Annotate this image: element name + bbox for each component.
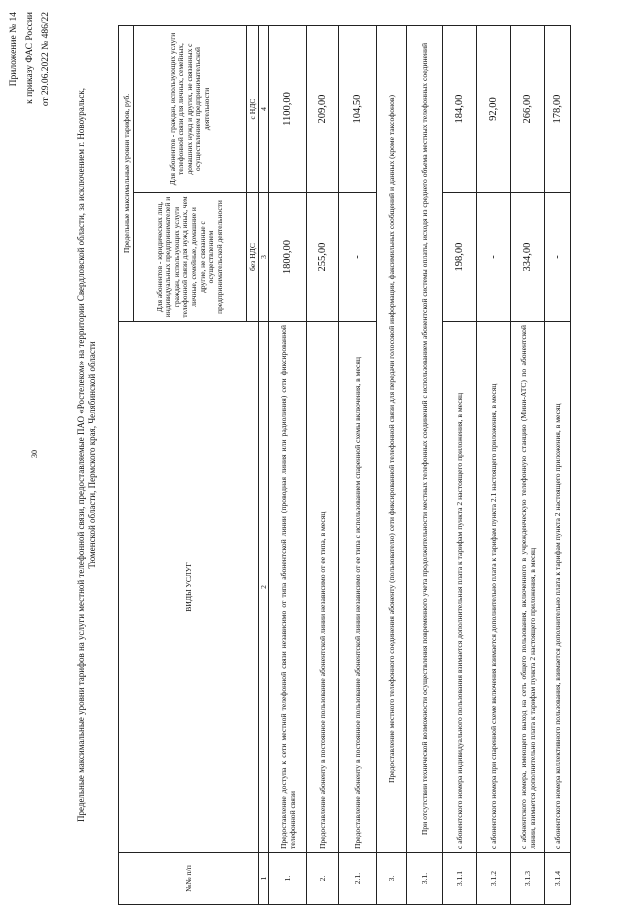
row-description: Предоставление абоненту в постоянное пользование абонентской линии независимо от ее типа с использованием спаренной схемы включения, в месяц — [339, 322, 377, 853]
row-description: с абонентского номера, имеющего выход на сеть общего пользования, включенного в учрежденческую телефонную станцию (Мини-АТС) по абонентской линии, взимается дополнительно плата к тарифам пункта 2 настоящего приложения, в месяц — [511, 322, 545, 853]
price-citizen: 266,00 — [511, 26, 545, 193]
index-cell: 3 — [259, 193, 269, 322]
row-description: Предоставление местного телефонного соединения абоненту (пользователю) сети фиксированной телефонной связи для передачи голосовой информации, факсимильных сообщений и данных (кроме таксофонов) — [377, 26, 407, 853]
price-legal: 334,00 — [511, 193, 545, 322]
row-description: Предоставление абоненту в постоянное пользование абонентской линии независимо от ее типа, в месяц — [307, 322, 339, 853]
table-row — [407, 26, 443, 905]
table-header-row — [119, 26, 134, 905]
index-cell: 4 — [259, 26, 269, 193]
index-row — [259, 26, 269, 905]
header-services: ВИДЫ УСЛУГ — [119, 322, 259, 853]
row-number: 3.1. — [407, 853, 443, 905]
row-number: 2. — [307, 853, 339, 905]
price-legal: 255,00 — [307, 193, 339, 322]
table-row — [269, 26, 307, 905]
index-cell: 2 — [259, 322, 269, 853]
header-with-vat: с НДС — [247, 26, 259, 193]
header-prices: Предельные максимальные уровни тарифов, руб. — [119, 26, 134, 322]
table-row — [443, 26, 477, 905]
header-citizens: Для абонентов - граждан, использующих услуги телефонной связи для личных, семейных, домашних нужд и других, не связанных с осуществлением предпринимательской деятельности — [134, 26, 247, 193]
table-row — [511, 26, 545, 905]
price-citizen: 184,00 — [443, 26, 477, 193]
row-number: 3.1.4 — [545, 853, 571, 905]
table-row — [377, 26, 407, 905]
row-description: с абонентского номера коллективного пользования, взимается дополнительно плата к тарифам пункта 2 настоящего приложения, в месяц — [545, 322, 571, 853]
price-legal: - — [545, 193, 571, 322]
index-cell: 1 — [259, 853, 269, 905]
price-citizen: 209,00 — [307, 26, 339, 193]
table-row — [477, 26, 511, 905]
appendix-line-1: Приложение № 14 — [9, 12, 19, 87]
price-legal: 198,00 — [443, 193, 477, 322]
row-number: 3. — [377, 853, 407, 905]
row-number: 3.1.3 — [511, 853, 545, 905]
price-legal: - — [477, 193, 511, 322]
row-description: Предоставление доступа к сети местной телефонной связи независимо от типа абонентской линии (проводная линия или радиолиния) сети фиксированной телефонной связи — [269, 322, 307, 853]
table-row — [545, 26, 571, 905]
row-number: 2.1. — [339, 853, 377, 905]
row-number: 3.1.1 — [443, 853, 477, 905]
header-num: №№ п/п — [119, 853, 259, 905]
price-citizen: 104,50 — [339, 26, 377, 193]
document-title: Предельные максимальные уровни тарифов на услуги местной телефонной связи, предоставляемые ПАО «Ростелеком» на территории Свердловской области, за исключением г. Новоуральск, Тюменской области, Пермского края, Челябинской области — [76, 87, 97, 823]
price-legal: 1800,00 — [269, 193, 307, 322]
row-description: с абонентского номера при спаренной схеме включения взимается дополнительно плата к тарифам пункта 2.1 настоящего приложения, в месяц — [477, 322, 511, 853]
header-legal: Для абонентов - юридических лиц, индивидуальных предпринимателей и граждан, использующих услуги телефонной связи для нужд иных, чем личные, семейные, домашние и другие, не связанные с осуществлением предпринимательской деятельности — [134, 193, 247, 322]
price-citizen: 1100,00 — [269, 26, 307, 193]
appendix-line-2: к приказу ФАС России — [25, 12, 35, 104]
page-number: 30 — [30, 450, 39, 458]
table-row — [307, 26, 339, 905]
price-citizen: 92,00 — [477, 26, 511, 193]
header-no-vat: без НДС — [247, 193, 259, 322]
table-row — [339, 26, 377, 905]
price-legal: - — [339, 193, 377, 322]
row-description: с абонентского номера индивидуального пользования взимается дополнительная плата к тарифам пункта 2 настоящего приложения, в месяц — [443, 322, 477, 853]
row-description: При отсутствии технической возможности осуществления повременного учета продолжительности местных телефонных соединений с использованием абонентской системы оплаты, исходя из среднего объема местных телефонных соединений — [407, 26, 443, 853]
row-number: 3.1.2 — [477, 853, 511, 905]
row-number: 1. — [269, 853, 307, 905]
tariff-table — [118, 25, 571, 905]
price-citizen: 178,00 — [545, 26, 571, 193]
appendix-line-3: от 29.06.2022 № 486/22 — [41, 12, 51, 107]
table-body — [269, 26, 571, 905]
